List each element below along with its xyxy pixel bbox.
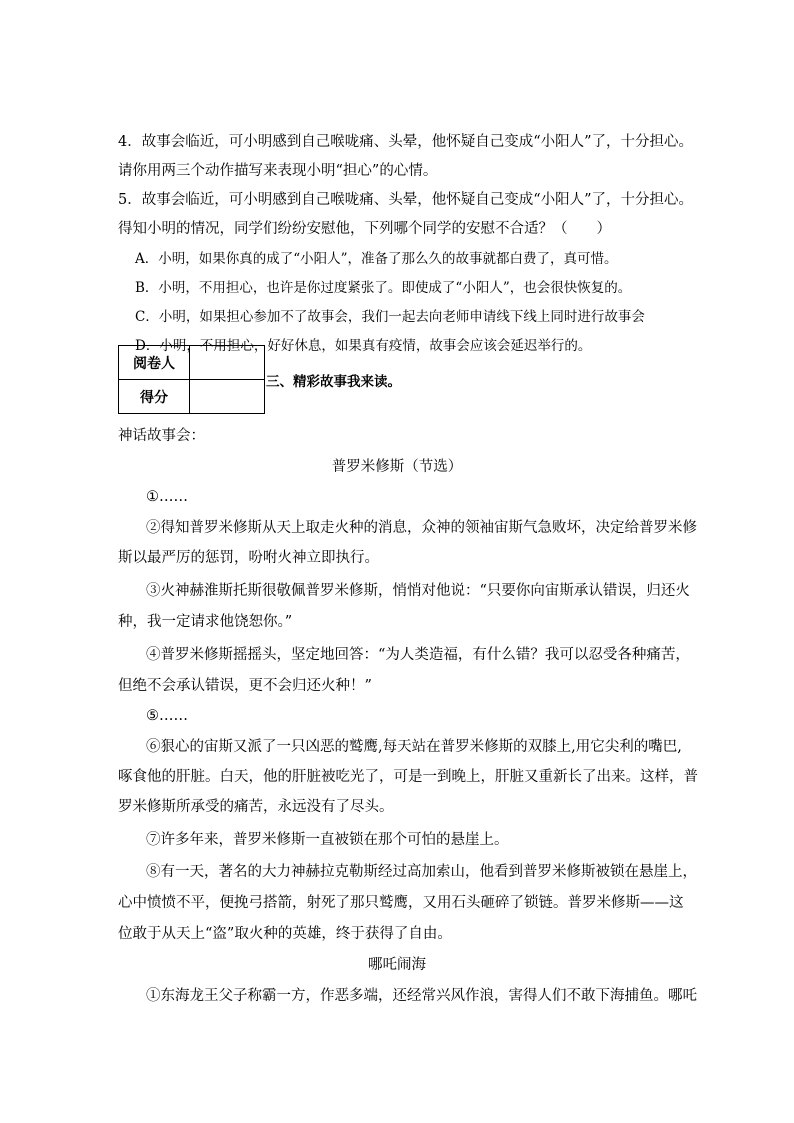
q4-line-1: 4．故事会临近，可小明感到自己喉咙痛、头晕，他怀疑自己变成“小阳人”了，十分担心。 xyxy=(118,134,694,150)
story-1-title: 普罗米修斯（节选） xyxy=(331,459,463,475)
story-1-p8-line-3: 位敢于从天上“盗”取火种的英雄，终于获得了自由。 xyxy=(118,926,452,942)
q5-option-a: A．小明，如果你真的成了“小阳人”，准备了那么久的故事就都白费了，真可惜。 xyxy=(135,251,618,267)
story-1-p8-line-2: 心中愤愤不平，便挽弓搭箭，射死了那只鹫鹰，又用石头砸碎了锁链。普罗米修斯——这 xyxy=(118,895,684,911)
q4-line-2: 请你用两三个动作描写来表现小明“担心”的心情。 xyxy=(118,163,438,179)
score-field[interactable] xyxy=(190,380,265,414)
story-1-p2-line-1: ②得知普罗米修斯从天上取走火种的消息，众神的领袖宙斯气急败坏，决定给普罗米修 xyxy=(146,520,697,536)
q5-line-2: 得知小明的情况，同学们纷纷安慰他，下列哪个同学的安慰不合适？（ ） xyxy=(118,221,611,237)
intro-text: 神话故事会： xyxy=(118,428,205,444)
story-1-p3-line-1: ③火神赫淮斯托斯很敬佩普罗米修斯，悄悄对他说：“只要你向宙斯承认错误，归还火 xyxy=(146,583,690,599)
story-1-p2-line-2: 斯以最严厉的惩罚，吩咐火神立即执行。 xyxy=(118,550,379,566)
score-table xyxy=(118,345,265,414)
story-1-p4-line-1: ④普罗米修斯摇摇头，坚定地回答：“为人类造福，有什么错？我可以忍受各种痛苦， xyxy=(146,647,690,663)
score-label: 得分 xyxy=(119,380,190,414)
story-1-p6-line-3: 罗米修斯所承受的痛苦，永远没有了尽头。 xyxy=(118,799,394,815)
story-1-p7: ⑦许多年来，普罗米修斯一直被锁在那个可怕的悬崖上。 xyxy=(146,832,509,848)
story-1-p3-line-2: 种，我一定请求他饶恕你。” xyxy=(118,614,293,630)
section-3-heading: 三、精彩故事我来读。 xyxy=(266,374,401,390)
story-1-p8-line-1: ⑧有一天，著名的大力神赫拉克勒斯经过高加索山，他看到普罗米修斯被锁在悬崖上， xyxy=(146,864,697,880)
reviewer-label: 阅卷人 xyxy=(119,346,190,380)
q5-option-d: D．小明，不用担心，好好休息，如果真有疫情，故事会应该会延迟举行的。 xyxy=(135,338,592,354)
story-1-p5: ⑤…… xyxy=(146,708,188,724)
story-1-p1: ①…… xyxy=(146,489,188,505)
story-2-p1-line-1: ①东海龙王父子称霸一方，作恶多端，还经常兴风作浪，害得人们不敢下海捕鱼。哪吒 xyxy=(146,988,697,1004)
story-1-p4-line-2: 但绝不会承认错误，更不会归还火种！” xyxy=(118,678,372,694)
story-1-p6-line-2: 啄食他的肝脏。白天，他的肝脏被吃光了，可是一到晚上，肝脏又重新长了出来。这样，普 xyxy=(118,769,698,785)
q5-option-c: C．小明，如果担心参加不了故事会，我们一起去向老师申请线下线上同时进行故事会 xyxy=(135,309,645,325)
q5-line-1: 5．故事会临近，可小明感到自己喉咙痛、头晕，他怀疑自己变成“小阳人”了，十分担心。 xyxy=(118,192,694,208)
story-1-p6-line-1: ⑥狠心的宙斯又派了一只凶恶的鹫鹰,每天站在普罗米修斯的双膝上,用它尖利的嘴巴, xyxy=(146,739,682,755)
q5-option-b: B．小明，不用担心，也许是你过度紧张了。即使成了“小阳人”，也会很快恢复的。 xyxy=(135,280,632,296)
story-2-title: 哪吒闹海 xyxy=(368,957,426,973)
reviewer-field[interactable] xyxy=(190,346,265,380)
